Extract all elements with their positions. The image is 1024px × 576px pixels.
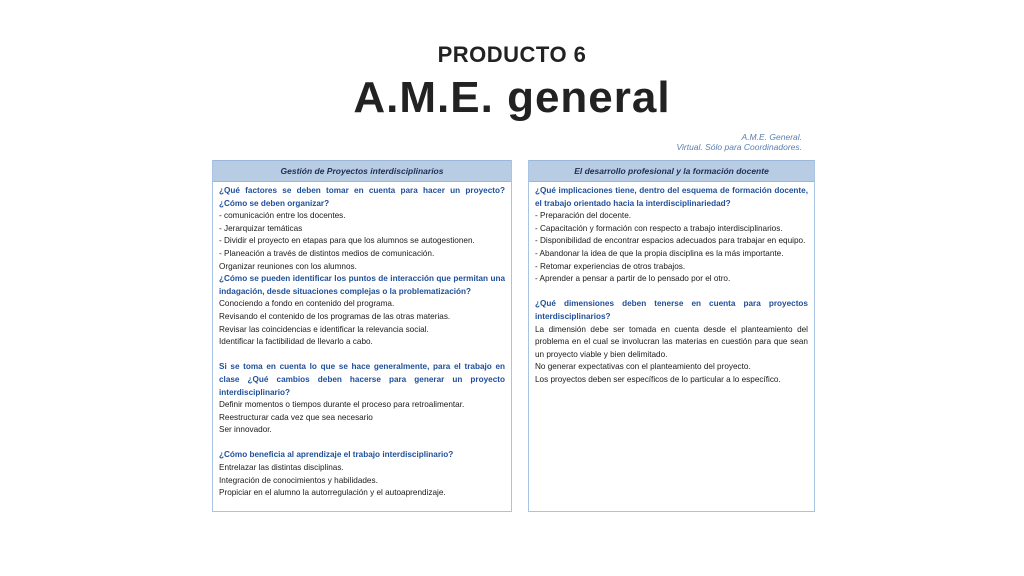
slide-title-product: PRODUCTO 6 [437,42,587,67]
answer-line: - Preparación del docente. [535,211,632,221]
slide-title-main: A.M.E. general [353,73,671,122]
slide-title [0,40,1024,126]
answer-line: - Planeación a través de distintos medios de comunicación. [219,248,435,258]
question: Si se toma en cuenta lo que se hace generalmente, para el trabajo en clase ¿Qué cambios deben hacerse para generar un proyecto interdisciplinario? [219,362,505,397]
answer-line: Identificar la factibilidad de llevarlo a cabo. [219,337,373,347]
answer-line: Revisando el contenido de los programas de las otras materias. [219,311,451,321]
left-panel-body [213,182,511,500]
question: ¿Cómo se pueden identificar los puntos de interacción que permitan una indagación, desde situaciones complejas o la problematización? [219,274,505,296]
header-note [676,132,802,152]
spacer [219,349,505,362]
answer-line: - Dividir el proyecto en etapas para que los alumnos se autogestionen. [219,236,475,246]
spacer [535,286,808,299]
answer-line: Propiciar en el alumno la autorregulación y el autoaprendizaje. [219,488,446,498]
answer-line: No generar expectativas con el planteamiento del proyecto. [535,362,751,372]
answer-line: La dimensión debe ser tomada en cuenta desde el planteamiento del problema en el cual se involucran las materias en cuestión para que sean un proyecto viable y bien delimitado. [535,324,808,359]
answer-line: - comunicación entre los docentes. [219,211,346,221]
answer-line: Conociendo a fondo en contenido del programa. [219,299,395,309]
answer-line: Revisar las coincidencias e identificar la relevancia social. [219,324,429,334]
question: ¿Qué dimensiones deben tenerse en cuenta para proyectos interdisciplinarios? [535,299,808,321]
left-panel [212,160,512,512]
right-panel [528,160,815,512]
answer-line: Entrelazar las distintas disciplinas. [219,463,344,473]
answer-line: Los proyectos deben ser específicos de lo particular a lo específico. [535,374,781,384]
answer-line: Definir momentos o tiempos durante el proceso para retroalimentar. [219,400,465,410]
question: ¿Cómo beneficia al aprendizaje el trabajo interdisciplinario? [219,450,454,460]
question: ¿Qué implicaciones tiene, dentro del esquema de formación docente, el trabajo orientado hacia la interdisciplinariedad? [535,186,808,208]
answer-line: - Disponibilidad de encontrar espacios adecuados para trabajar en equipo. [535,236,806,246]
answer-line: Organizar reuniones con los alumnos. [219,261,357,271]
left-panel-heading: Gestión de Proyectos interdisciplinarios [213,160,511,182]
answer-line: - Aprender a pensar a partir de lo pensado por el otro. [535,274,731,284]
spacer [219,437,505,450]
right-panel-heading: El desarrollo profesional y la formación docente [529,160,814,182]
answer-line: Ser innovador. [219,425,272,435]
header-note-line2: Virtual. Sólo para Coordinadores. [676,142,802,152]
answer-line: - Jerarquizar temáticas [219,223,303,233]
right-panel-body [529,182,814,387]
answer-line: - Retomar experiencias de otros trabajos. [535,261,686,271]
question: ¿Qué factores se deben tomar en cuenta para hacer un proyecto? ¿Cómo se deben organizar? [219,186,505,208]
header-note-line1: A.M.E. General. [741,132,802,142]
answer-line: Reestructurar cada vez que sea necesario [219,412,373,422]
answer-line: - Capacitación y formación con respecto a trabajo interdisciplinarios. [535,223,783,233]
answer-line: - Abandonar la idea de que la propia disciplina es la más importante. [535,248,784,258]
answer-line: Integración de conocimientos y habilidades. [219,475,378,485]
